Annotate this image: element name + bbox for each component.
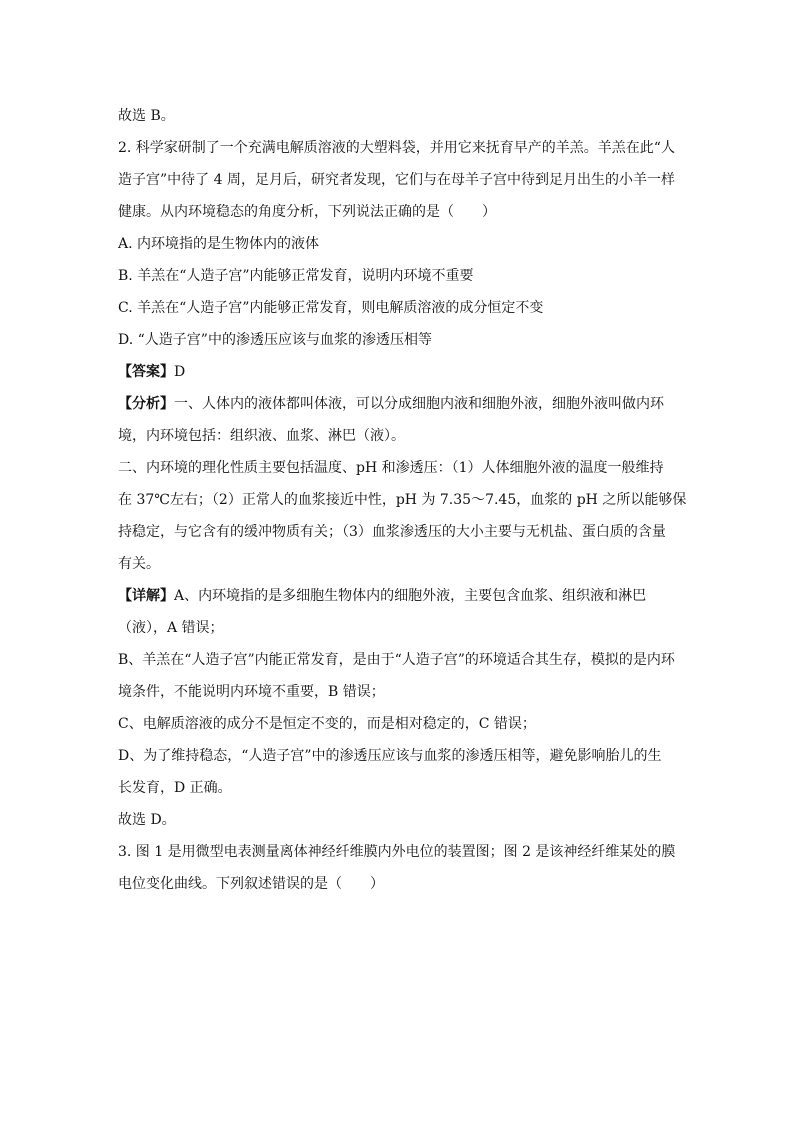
- section-label: 【详解】: [118, 588, 174, 604]
- line-text: 故选 D。: [118, 812, 176, 828]
- text-line: [118, 420, 676, 452]
- line-text: 有关。: [118, 556, 160, 572]
- line-text: A、内环境指的是多细胞生物体内的细胞外液，主要包含血浆、组织液和淋巴: [174, 588, 647, 604]
- line-text: 造子宫”中待了 4 周，足月后，研究者发现，它们与在母羊子宫中待到足月出生的小羊一样: [118, 172, 675, 188]
- line-text: D: [174, 364, 186, 380]
- text-line: [118, 804, 676, 836]
- text-line: [118, 292, 676, 324]
- text-line: [118, 644, 676, 676]
- line-text: C. 羊羔在“人造子宫”内能够正常发育，则电解质溶液的成分恒定不变: [118, 300, 544, 316]
- text-line: [118, 484, 687, 516]
- line-text: 健康。从内环境稳态的角度分析，下列说法正确的是（ ）: [118, 204, 496, 220]
- line-text: 长发育，D 正确。: [118, 780, 232, 796]
- document-body: [118, 100, 687, 900]
- text-line: [118, 612, 676, 644]
- text-line: [118, 196, 676, 228]
- text-line: [118, 868, 676, 900]
- line-text: 2. 科学家研制了一个充满电解质溶液的大塑料袋，并用它来抚育早产的羊羔。羊羔在此“人: [118, 140, 675, 156]
- text-line: [118, 708, 676, 740]
- line-text: 持稳定，与它含有的缓冲物质有关；（3）血浆渗透压的大小主要与无机盐、蛋白质的含量: [118, 524, 666, 540]
- text-line: [118, 740, 676, 772]
- text-line: [118, 324, 676, 356]
- line-text: B. 羊羔在“人造子宫”内能够正常发育，说明内环境不重要: [118, 268, 474, 284]
- line-text: B、羊羔在“人造子宫”内能正常发育，是由于“人造子宫”的环境适合其生存，模拟的是内环: [118, 652, 675, 668]
- text-line: [118, 228, 676, 260]
- line-text: 二、内环境的理化性质主要包括温度、pH 和渗透压：（1）人体细胞外液的温度一般维持: [118, 460, 664, 476]
- line-text: A. 内环境指的是生物体内的液体: [118, 236, 320, 252]
- line-text: D. “人造子宫”中的渗透压应该与血浆的渗透压相等: [118, 332, 432, 348]
- section-label: 【分析】: [118, 396, 174, 412]
- line-text: （液），A 错误；: [118, 620, 224, 636]
- text-line: [118, 100, 676, 132]
- line-text: D、为了维持稳态，“人造子宫”中的渗透压应该与血浆的渗透压相等，避免影响胎儿的生: [118, 748, 662, 764]
- text-line: [118, 164, 676, 196]
- text-line: [118, 132, 676, 164]
- text-line: [118, 580, 676, 612]
- line-text: 故选 B。: [118, 108, 175, 124]
- line-text: 一、人体内的液体都叫体液，可以分成细胞内液和细胞外液，细胞外液叫做内环: [174, 396, 664, 412]
- line-text: 3. 图 1 是用微型电表测量离体神经纤维膜内外电位的装置图；图 2 是该神经纤维某处的膜: [118, 844, 676, 860]
- section-label: 【答案】: [118, 364, 174, 380]
- text-line: [118, 676, 676, 708]
- line-text: 境条件，不能说明内环境不重要，B 错误；: [118, 684, 385, 700]
- text-line: [118, 260, 676, 292]
- text-line: [118, 836, 676, 868]
- text-line: [118, 516, 676, 548]
- text-line: [118, 452, 676, 484]
- line-text: C、电解质溶液的成分不是恒定不变的，而是相对稳定的，C 错误；: [118, 716, 536, 732]
- line-text: 电位变化曲线。下列叙述错误的是（ ）: [118, 876, 384, 892]
- text-line: [118, 772, 676, 804]
- text-line: [118, 388, 676, 420]
- text-line: [118, 548, 676, 580]
- text-line: [118, 356, 676, 388]
- line-text: 在 37℃左右；（2）正常人的血浆接近中性，pH 为 7.35～7.45，血浆的 pH 之所以能够保: [118, 492, 687, 508]
- line-text: 境，内环境包括：组织液、血浆、淋巴（液）。: [118, 428, 405, 444]
